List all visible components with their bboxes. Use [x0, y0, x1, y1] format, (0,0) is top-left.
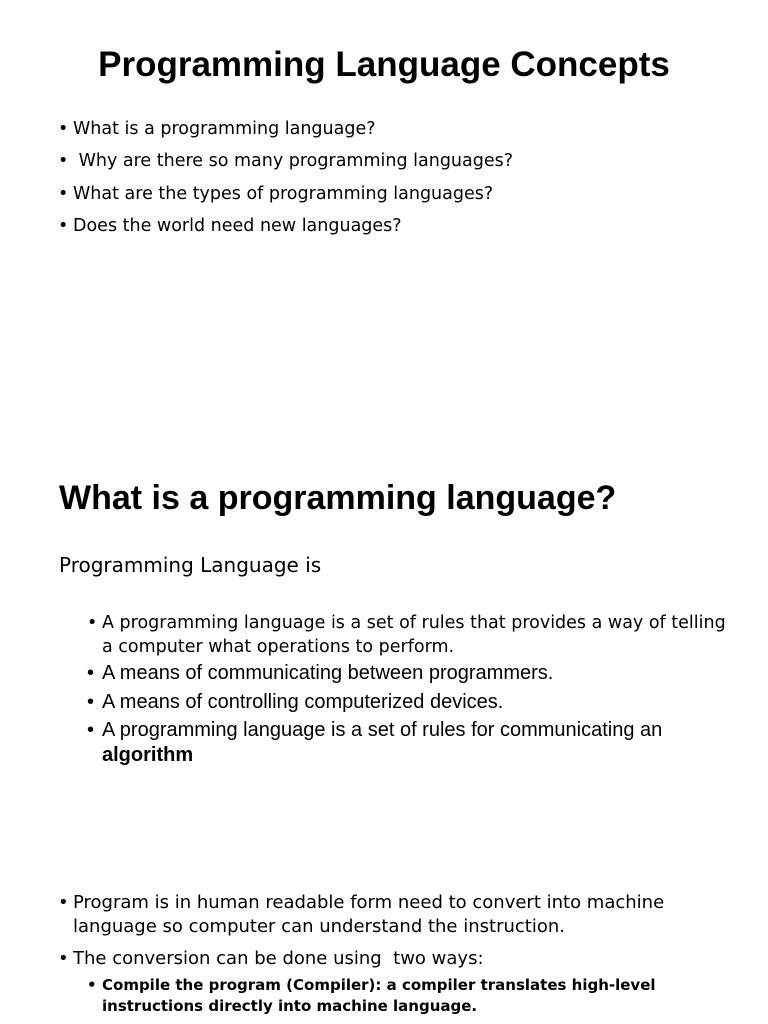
question-text: Why are there so many programming languages?: [73, 151, 514, 171]
bullet-text: A means of controlling computerized devices.: [102, 691, 504, 713]
conversion-bullet: [58, 947, 748, 971]
conversion-bullet: [58, 891, 748, 939]
bullet-icon: •: [58, 948, 69, 969]
bullet-icon: •: [58, 119, 69, 139]
definition-bullet: [87, 718, 727, 768]
definition-bullet: [87, 611, 727, 659]
section-intro: Programming Language is: [59, 553, 322, 577]
bullet-text: A programming language is a set of rules that provides a way of telling a computer what operations to perform.: [102, 613, 726, 657]
slide-title: Programming Language Concepts: [98, 45, 670, 84]
algorithm-term: algorithm: [102, 744, 194, 766]
definition-bullet: [87, 690, 727, 715]
bullet-icon: •: [87, 613, 98, 633]
definition-bullet: [87, 661, 727, 686]
bullet-text: A programming language is a set of rules for communicating an: [102, 719, 668, 741]
bullet-icon: •: [58, 184, 69, 204]
section-title: What is a programming language?: [59, 479, 617, 517]
question-text: What is a programming language?: [73, 119, 376, 139]
compiler-sub-bullet: [87, 975, 747, 1017]
question-text: Does the world need new languages?: [73, 216, 402, 236]
bullet-icon: •: [87, 662, 95, 684]
bullet-icon: •: [58, 892, 69, 913]
question-text: What are the types of programming languages?: [73, 184, 494, 204]
bullet-text-wrap: [102, 718, 727, 768]
bullet-icon: •: [87, 691, 95, 713]
bullet-text: The conversion can be done using two ways:: [73, 948, 484, 969]
sub-bullet-text: Compile the program (Compiler): a compiler translates high-level instructions directly into machine language.: [102, 976, 656, 1015]
bullet-text: Program is in human readable form need to convert into machine language so computer can understand the instruction.: [73, 892, 665, 937]
bullet-icon: •: [58, 216, 69, 236]
bullet-icon: •: [87, 976, 97, 994]
bullet-text: A means of communicating between programmers.: [102, 662, 554, 684]
bullet-icon: •: [58, 151, 69, 171]
bullet-icon: •: [87, 719, 95, 741]
